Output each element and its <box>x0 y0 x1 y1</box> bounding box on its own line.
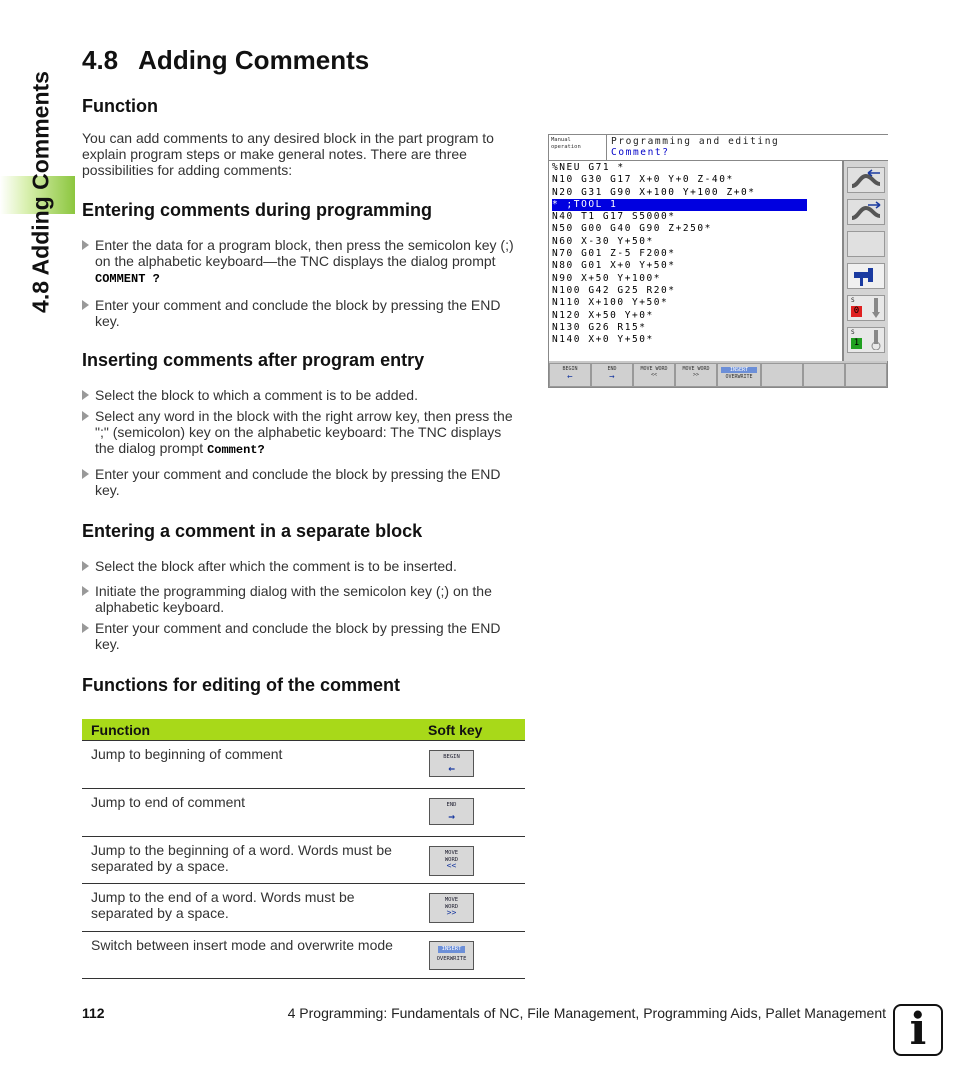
program-line: %NEU G71 * <box>552 162 625 173</box>
table-row <box>82 789 525 837</box>
softkey-table <box>82 719 525 979</box>
mode-label: Manual operation <box>549 135 607 161</box>
bullet-list <box>82 387 524 498</box>
bullet-arrow-icon <box>82 561 89 571</box>
side-tab-label: 4.8 Adding Comments <box>27 71 54 313</box>
insert-overwrite-softkey-icon: INSERT OVERWRITE <box>429 941 474 970</box>
screen-prompt: Comment? <box>611 147 670 158</box>
insert-overwrite-softkey: INSERT OVERWRITE <box>717 363 761 387</box>
bullet-list <box>82 558 524 652</box>
spindle-start-icon: S 1 <box>847 327 885 353</box>
softkey-cell <box>419 884 525 932</box>
list-item: Enter the data for a program block, then press the semicolon key (;) on the alphabetic keyboard—the TNC displays the dialog prompt COMMENT ? <box>82 237 524 287</box>
dialog-prompt: Comment? <box>207 443 265 457</box>
table-row <box>82 741 525 789</box>
bullet-arrow-icon <box>82 469 89 479</box>
bullet-arrow-icon <box>82 586 89 596</box>
page-title <box>82 45 369 76</box>
softkey-cell <box>419 789 525 837</box>
tnc-screenshot <box>548 134 888 388</box>
table-row <box>82 932 525 979</box>
list-item: Enter your comment and conclude the block by pressing the END key. <box>82 466 524 498</box>
section-heading-editing-functions: Functions for editing of the comment <box>82 675 400 695</box>
begin-softkey: BEGIN ← <box>549 363 591 387</box>
section-title: Adding Comments <box>138 45 370 75</box>
side-tab <box>27 52 54 332</box>
move-word-left-softkey: MOVE WORD << <box>633 363 675 387</box>
function-paragraph: You can add comments to any desired block in the part program to explain program steps or make general notes. There are three possibilities for adding comments: <box>82 130 494 178</box>
dialog-prompt: COMMENT ? <box>95 272 160 286</box>
contour-right-icon <box>847 199 885 225</box>
horizontal-softkeys <box>549 363 887 387</box>
section-heading-separate-block: Entering a comment in a separate block <box>82 521 423 541</box>
page-number: 112 <box>82 1005 105 1021</box>
program-line: N90 X+50 Y+100* <box>552 272 662 284</box>
list-item: Select the block to which a comment is to be added. <box>82 387 524 403</box>
program-line: N130 G26 R15* <box>552 321 647 333</box>
list-item: Enter your comment and conclude the block by pressing the END key. <box>82 297 524 329</box>
end-softkey: END → <box>591 363 633 387</box>
bullet-arrow-icon <box>82 390 89 400</box>
bullet-list <box>82 237 524 329</box>
softkey-cell <box>419 837 525 884</box>
program-line: N110 X+100 Y+50* <box>552 297 669 309</box>
list-item: Select any word in the block with the right arrow key, then press the ";" (semicolon) key on the alphabetic keyboard: The TNC displays the dialog prompt Comment? <box>82 408 524 458</box>
move-word-right-softkey-icon: MOVE WORD >> <box>429 893 474 923</box>
table-row <box>82 884 525 932</box>
bullet-arrow-icon <box>82 300 89 310</box>
program-line: N10 G30 G17 X+0 Y+0 Z-40* <box>552 174 734 186</box>
section-heading-after-entry: Inserting comments after program entry <box>82 350 425 370</box>
softkey-cell <box>419 741 525 789</box>
spindle-stop-icon: S 0 <box>847 295 885 321</box>
list-item: Enter your comment and conclude the block by pressing the END key. <box>82 620 524 652</box>
move-word-left-softkey-icon: MOVE WORD << <box>429 846 474 876</box>
bullet-arrow-icon <box>82 411 89 421</box>
section-number: 4.8 <box>82 45 119 75</box>
contour-left-icon <box>847 167 885 193</box>
tool-icon <box>847 263 885 289</box>
list-item: Initiate the programming dialog with the semicolon key (;) on the alphabetic keyboard. <box>82 583 524 615</box>
bullet-arrow-icon <box>82 623 89 633</box>
program-line: N120 X+50 Y+0* <box>552 309 654 321</box>
bullet-arrow-icon <box>82 240 89 250</box>
blank-softkey <box>803 363 845 387</box>
info-icon: i <box>893 1004 943 1056</box>
function-cell: Jump to the beginning of a word. Words must be separated by a space. <box>82 837 419 884</box>
function-cell: Jump to end of comment <box>82 789 419 837</box>
begin-softkey-icon: BEGIN ← <box>429 750 474 777</box>
end-softkey-icon: END → <box>429 798 474 825</box>
chapter-footer: 4 Programming: Fundamentals of NC, File Management, Programming Aids, Pallet Management <box>287 1005 886 1021</box>
function-cell: Jump to the end of a word. Words must be separated by a space. <box>82 884 419 932</box>
program-line: N80 G01 X+0 Y+50* <box>552 260 676 272</box>
blank-softkey <box>761 363 803 387</box>
screen-header <box>607 135 888 161</box>
move-word-right-softkey: MOVE WORD >> <box>675 363 717 387</box>
list-item: Select the block after which the comment is to be inserted. <box>82 558 524 574</box>
program-line: N140 X+0 Y+50* <box>552 334 654 346</box>
program-line: N100 G42 G25 R20* <box>552 284 676 296</box>
function-cell: Jump to beginning of comment <box>82 741 419 789</box>
section-heading-during-programming: Entering comments during programming <box>82 200 433 220</box>
table-header-softkey: Soft key <box>419 719 525 741</box>
screen-title: Programming and editing <box>611 136 780 147</box>
program-line-selected: * ;TOOL 1 <box>552 199 842 211</box>
vertical-softkeys <box>844 161 888 361</box>
program-line: N40 T1 G17 S5000* <box>552 211 676 223</box>
program-line: N60 X-30 Y+50* <box>552 235 654 247</box>
function-heading: Function <box>82 96 158 116</box>
program-line: N20 G31 G90 X+100 Y+100 Z+0* <box>552 186 756 198</box>
table-row <box>82 837 525 884</box>
function-cell: Switch between insert mode and overwrite mode <box>82 932 419 979</box>
table-header-row <box>82 719 525 741</box>
table-header-function: Function <box>82 719 419 741</box>
blank-softkey <box>845 363 887 387</box>
program-listing <box>549 161 844 361</box>
blank-softkey <box>847 231 885 257</box>
softkey-cell <box>419 932 525 979</box>
program-line: N70 G01 Z-5 F200* <box>552 248 676 260</box>
program-line: N50 G00 G40 G90 Z+250* <box>552 223 712 235</box>
